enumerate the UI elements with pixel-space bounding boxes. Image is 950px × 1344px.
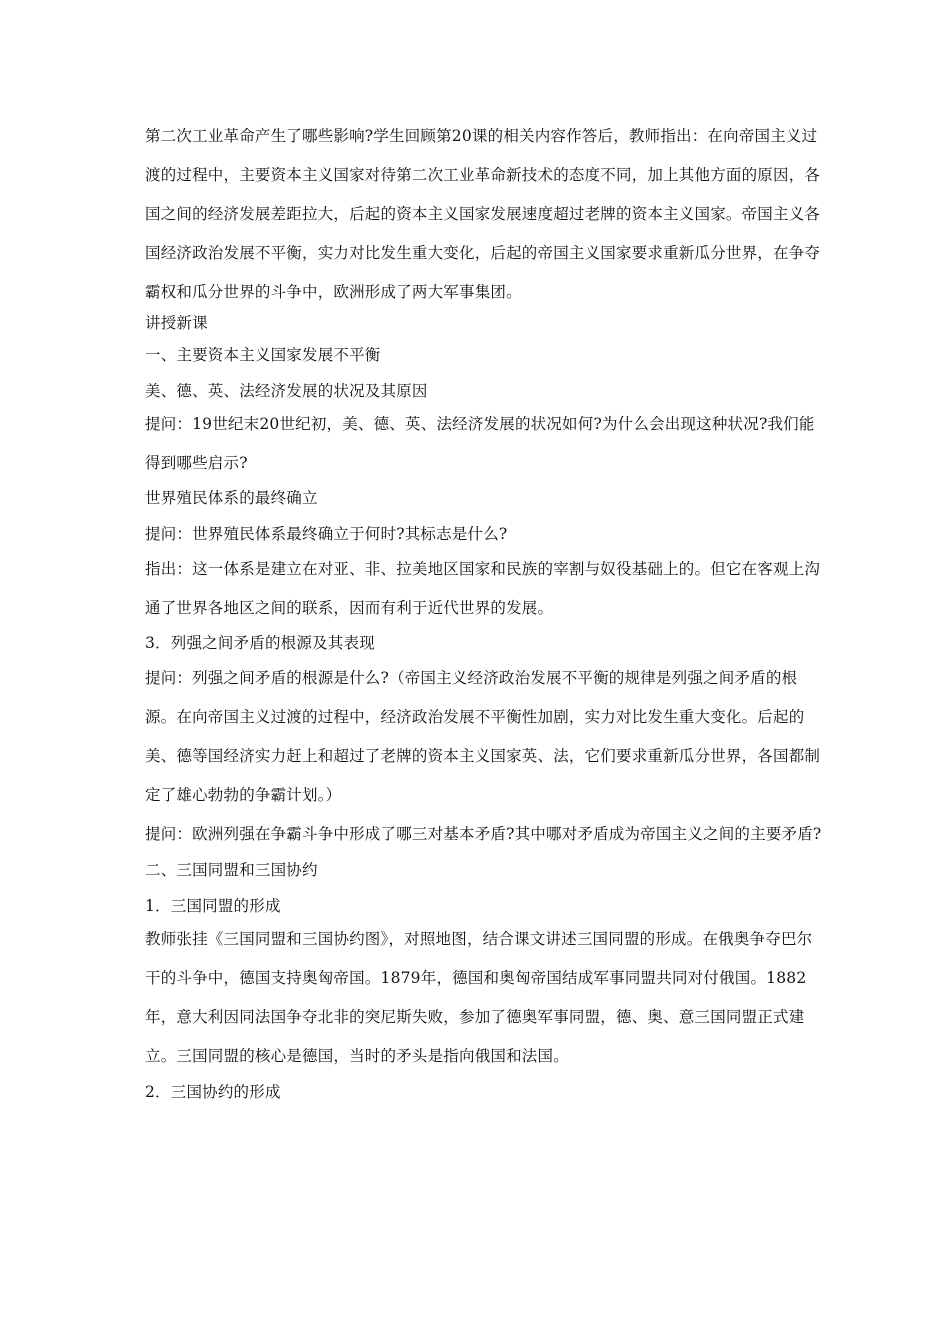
question-3: 提问：列强之间矛盾的根源是什么?（帝国主义经济政治发展不平衡的规律是列强之间矛盾的根源。在向帝国主义过渡的过程中，经济政治发展不平衡性加剧，实力对比发生重大变化。后起的美、德等国经济实力赶上和超过了老牌的资本主义国家英、法，它们要求重新瓜分世界，各国都制定了雄心勃勃的争霸计划。） xyxy=(145,669,821,804)
subheading-1-2: 世界殖民体系的最终确立 xyxy=(145,489,318,507)
pointout-2: 指出：这一体系是建立在对亚、非、拉美地区国家和民族的宰割与奴役基础上的。但它在客观上沟通了世界各地区之间的联系，因而有利于近代世界的发展。 xyxy=(145,560,821,617)
section-1-title: 一、主要资本主义国家发展不平衡 xyxy=(145,346,381,364)
question-2: 提问：世界殖民体系最终确立于何时?其标志是什么? xyxy=(145,525,508,543)
document-body xyxy=(145,123,825,1108)
paragraph-2-1: 教师张挂《三国同盟和三国协约图》，对照地图，结合课文讲述三国同盟的形成。在俄奥争夺巴尔干的斗争中，德国支持奥匈帝国。1879年，德国和奥匈帝国结成军事同盟共同对付俄国。1882年，意大利因同法国争夺北非的突尼斯失败，参加了德奥军事同盟，德、奥、意三国同盟正式建立。三国同盟的核心是德国，当时的矛头是指向俄国和法国。 xyxy=(145,930,813,1065)
subheading-2-1: 1．三国同盟的形成 xyxy=(145,897,281,915)
heading-new-lesson: 讲授新课 xyxy=(145,314,208,332)
subheading-1-3: 3．列强之间矛盾的根源及其表现 xyxy=(145,634,375,652)
section-2-title: 二、三国同盟和三国协约 xyxy=(145,861,318,879)
intro-paragraph: 第二次工业革命产生了哪些影响?学生回顾第20课的相关内容作答后，教师指出：在向帝国主义过渡的过程中，主要资本主义国家对待第二次工业革命新技术的态度不同，加上其他方面的原因，各国之间的经济发展差距拉大，后起的资本主义国家发展速度超过老牌的资本主义国家。帝国主义各国经济政治发展不平衡，实力对比发生重大变化，后起的帝国主义国家要求重新瓜分世界，在争夺霸权和瓜分世界的斗争中，欧洲形成了两大军事集团。 xyxy=(145,127,821,301)
subheading-1-1: 美、德、英、法经济发展的状况及其原因 xyxy=(145,382,428,400)
question-4: 提问：欧洲列强在争霸斗争中形成了哪三对基本矛盾?其中哪对矛盾成为帝国主义之间的主要矛盾? xyxy=(145,825,822,843)
question-1: 提问：19世纪末20世纪初，美、德、英、法经济发展的状况如何?为什么会出现这种状况?我们能得到哪些启示? xyxy=(145,415,815,472)
subheading-2-2: 2．三国协约的形成 xyxy=(145,1083,281,1101)
